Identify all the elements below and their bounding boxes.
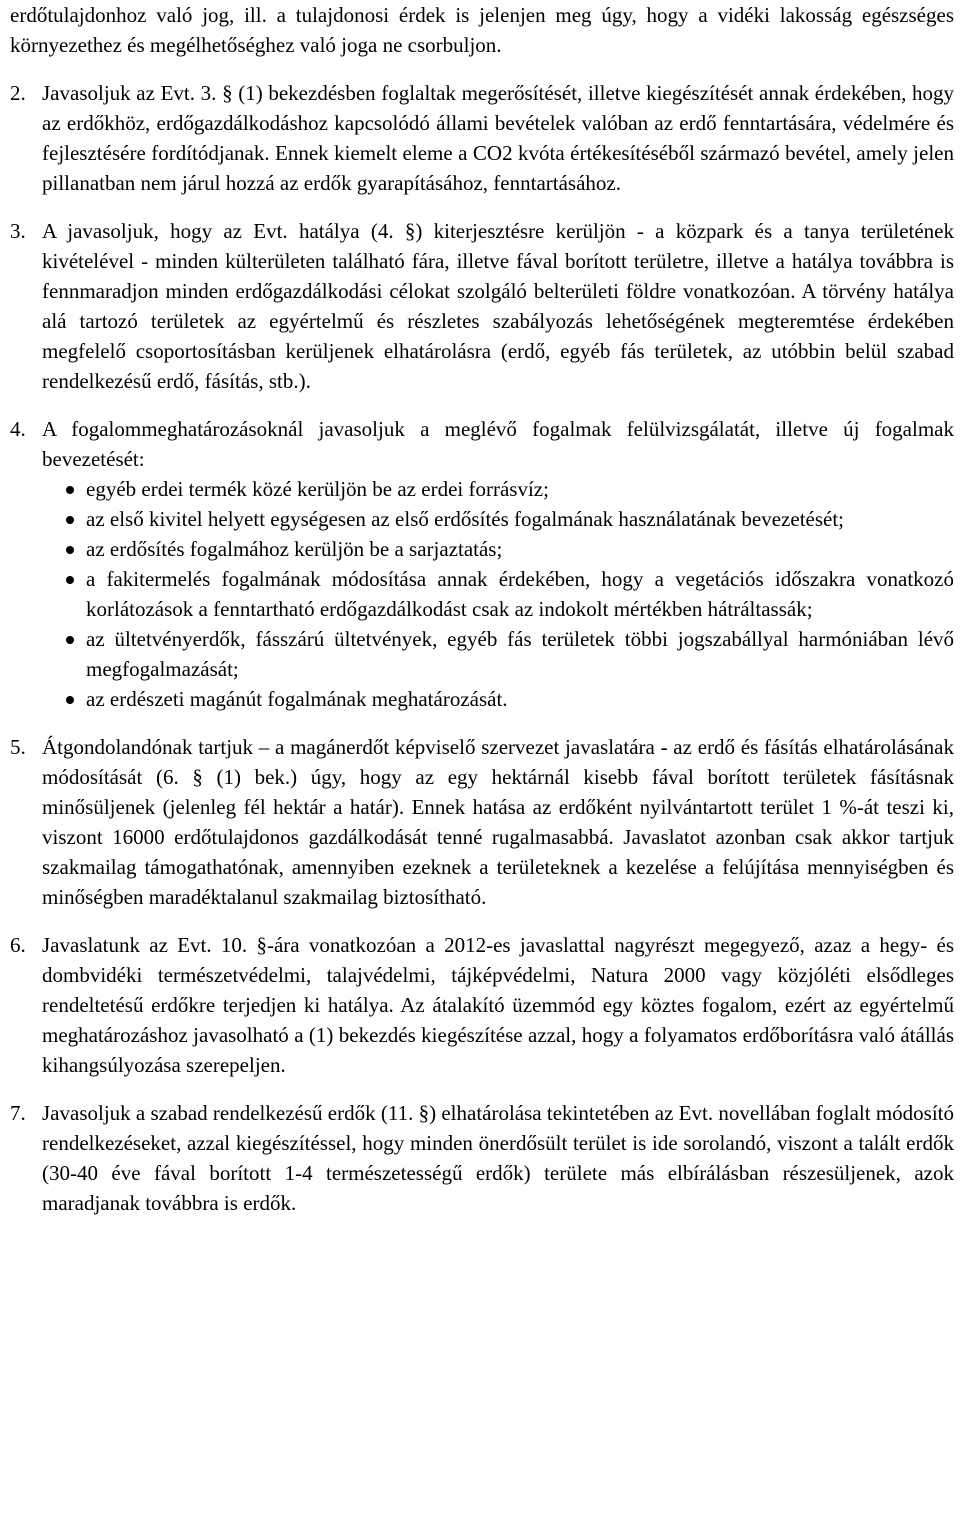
bullet-icon: [10, 504, 86, 534]
item-number: 3.: [10, 219, 26, 243]
list-item-5: [10, 732, 954, 912]
bullet-item: az ültetvényerdők, fásszárú ültetvények, egyéb fás területek többi jogszabállyal harmóniában lévő megfogalmazását;: [10, 624, 954, 684]
bullet-icon: [10, 534, 86, 564]
item-text: Javasoljuk a szabad rendelkezésű erdők (11. §) elhatárolása tekintetében az Evt. novellában foglalt módosító rendelkezéseket, azzal kiegészítéssel, hogy minden önerdősült terület is ide sorolandó, viszont a talált erdők (30-40 éve fával borított 1-4 természetességű erdők) területe más elbírálásban részesüljenek, azok maradjanak továbbra is erdők.: [42, 1101, 954, 1215]
bullet-item: egyéb erdei termék közé kerüljön be az erdei forrásvíz;: [10, 474, 954, 504]
intro-paragraph: erdőtulajdonhoz való jog, ill. a tulajdonosi érdek is jelenjen meg úgy, hogy a vidéki lakosság egészséges környezethez és megélhetőséghez való joga ne csorbuljon.: [10, 3, 954, 57]
bullet-item: a fakitermelés fogalmának módosítása annak érdekében, hogy a vegetációs időszakra vonatkozó korlátozások a fenntartható erdőgazdálkodást csak az indokolt mértékben hátráltassák;: [10, 564, 954, 624]
bullet-item: az első kivitel helyett egységesen az első erdősítés fogalmának használatának bevezetését;: [10, 504, 954, 534]
item-text: A javasoljuk, hogy az Evt. hatálya (4. §) kiterjesztésre kerüljön - a közpark és a tanya területének kivételével - minden külterületen található fára, illetve fával borított területre, illetve a hatálya továbbra is fennmaradjon minden erdőgazdálkodási célokat szolgáló belterületi földre vonatkozóan. A törvény hatálya alá tartozó területek az egyértelmű és részletes szabályozás lehetőségének megteremtése érdekében megfelelő csoportosításban kerüljenek elhatárolásra (erdő, egyéb fás területek, az utóbbin belül szabad rendelkezésű erdő, fásítás, stb.).: [42, 219, 954, 393]
spacer: [10, 1080, 954, 1098]
item-text: A fogalommeghatározásoknál javasoljuk a meglévő fogalmak felülvizsgálatát, illetve új fogalmak bevezetését:: [42, 417, 954, 471]
list-item-6: [10, 930, 954, 1080]
bullet-icon: [10, 684, 86, 714]
item-number: 4.: [10, 417, 26, 441]
spacer: [10, 60, 954, 78]
item-text: Javasoljuk az Evt. 3. § (1) bekezdésben foglaltak megerősítését, illetve kiegészítését annak érdekében, hogy az erdőkhöz, erdőgazdálkodáshoz kapcsolódó állami bevételek valóban az erdő fenntartására, védelmére és fejlesztésére fordítódjanak. Ennek kiemelt eleme a CO2 kvóta értékesítéséből származó bevétel, amely jelen pillanatban nem járul hozzá az erdők gyarapításához, fenntartásához.: [42, 81, 954, 195]
item-text: Javaslatunk az Evt. 10. §-ára vonatkozóan a 2012-es javaslattal nagyrészt megegyező, azaz a hegy- és dombvidéki természetvédelmi, talajvédelmi, tájképvédelmi, Natura 2000 vagy közjóléti elsődleges rendeltetésű erdőkre terjedjen ki hatálya. Az átalakító üzemmód egy köztes fogalom, ezért az egyértelmű meghatározáshoz javasolható a (1) bekezdés kiegészítése azzal, hogy a folyamatos erdőborításra való átállás kihangsúlyozása szerepeljen.: [42, 933, 954, 1077]
bullet-icon: [10, 474, 86, 504]
spacer: [10, 198, 954, 216]
item-body: [42, 414, 954, 474]
list-item-7: [10, 1098, 954, 1218]
list-item-4: [10, 414, 954, 474]
spacer: [10, 714, 954, 732]
item-number: 7.: [10, 1101, 26, 1125]
item-number: 5.: [10, 735, 26, 759]
spacer: [10, 396, 954, 414]
bullet-item: az erdősítés fogalmához kerüljön be a sarjaztatás;: [10, 534, 954, 564]
list-item-2: [10, 78, 954, 198]
bullet-list: [10, 474, 954, 714]
item-number: 6.: [10, 933, 26, 957]
bullet-icon: [10, 564, 86, 624]
spacer: [10, 912, 954, 930]
bullet-icon: [10, 624, 86, 684]
list-item-3: [10, 216, 954, 396]
item-number: 2.: [10, 81, 26, 105]
item-text: Átgondolandónak tartjuk – a magánerdőt képviselő szervezet javaslatára - az erdő és fásítás elhatárolásának módosítását (6. § (1) bek.) úgy, hogy az egy hektárnál kisebb fával borított területek fásításnak minősüljenek (jelenleg fél hektár a határ). Ennek hatása az erdőként nyilvántartott terület 1 %-át teszi ki, viszont 16000 erdőtulajdonos gazdálkodását tenné rugalmasabbá. Javaslatot azonban csak akkor tartjuk szakmailag támogathatónak, amennyiben ezeknek a területeknek a kezelése a felújítása mennyiségben és minőségben maradéktalanul szakmailag biztosítható.: [42, 735, 954, 909]
bullet-item: az erdészeti magánút fogalmának meghatározását.: [10, 684, 954, 714]
